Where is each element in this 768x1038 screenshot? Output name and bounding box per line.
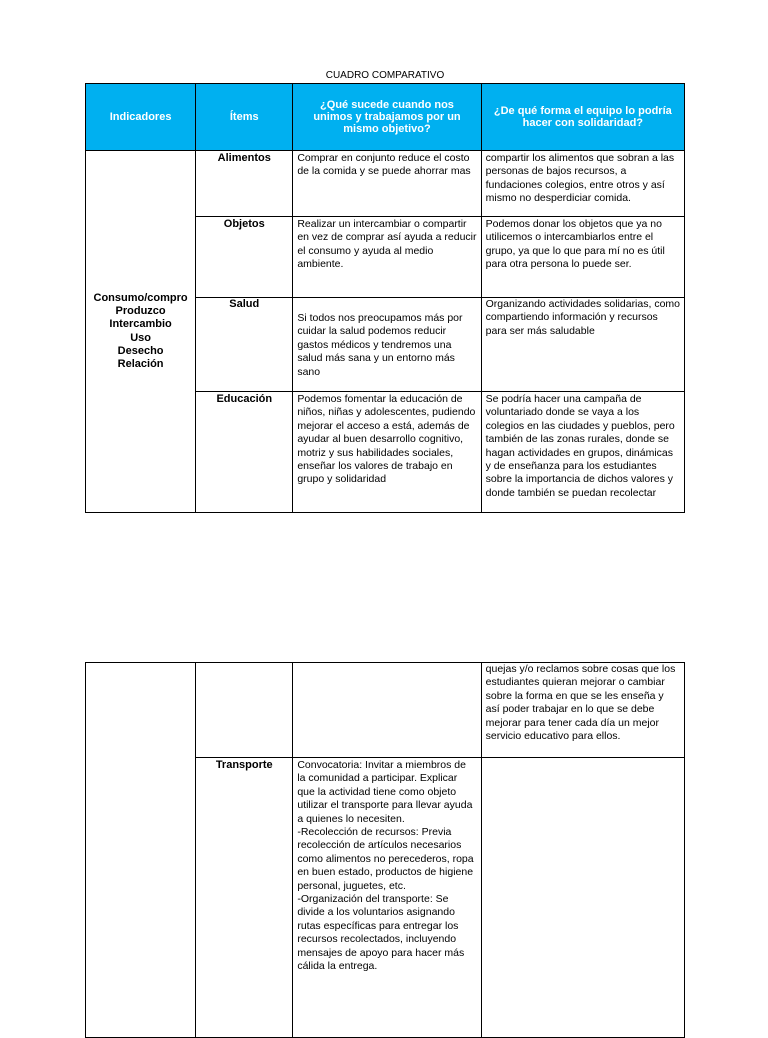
item-empty	[196, 663, 293, 758]
comparative-table	[85, 83, 685, 513]
cell-solidarity-text	[481, 758, 684, 1038]
document-title: CUADRO COMPARATIVO	[325, 70, 445, 81]
item-educacion: Educación	[196, 392, 293, 513]
indicator-text: Produzco	[115, 304, 166, 317]
cell-empty	[293, 663, 481, 758]
cell-union-text: Si todos nos preocupamos más por cuidar la salud podemos reducir gastos médicos y tendremos una salud más sana y un entorno más sano	[293, 298, 481, 392]
cell-solidarity-text: Organizando actividades solidarias, como compartiendo información y recursos para ser más saludable	[481, 298, 684, 392]
cell-solidarity-text: quejas y/o reclamos sobre cosas que los estudiantes quieran mejorar o cambiar sobre la forma en que se les enseña y así poder trabajar en lo que se debe mejorar para tener cada día un mejor servicio educativo para ellos.	[481, 663, 684, 758]
cell-union-text: Convocatoria: Invitar a miembros de la comunidad a participar. Explicar que la actividad tiene como objeto utilizar el transporte para llevar ayuda a quienes lo necesiten. -Recolección de recursos: Previa recolección de artículos necesarios como alimentos no perecederos, ropa en buen estado, productos de higiene personal, juguetes, etc. -Organización del transporte: Se divide a los voluntarios asignando rutas específicas para entregar los recursos recolectados, incluyendo mensajes de apoyo para hacer más cálida la entrega.	[293, 758, 481, 1038]
indicators-cell	[86, 151, 196, 513]
header-indicadores: Indicadores	[86, 84, 196, 151]
item-salud: Salud	[196, 298, 293, 392]
table-row	[86, 663, 685, 758]
indicator-text: Desecho	[117, 344, 164, 357]
indicators-cell-empty	[86, 663, 196, 1038]
cell-union-text: Podemos fomentar la educación de niños, niñas y adolescentes, pudiendo mejorar el acceso a está, además de ayudar al buen desarrollo cognitivo, motriz y sus habilidades sociales, enseñar los valores de trabajo en grupo y solidaridad	[293, 392, 481, 513]
table-row	[86, 151, 685, 217]
header-question-union: ¿Qué sucede cuando nos unimos y trabajamos por un mismo objetivo?	[293, 84, 481, 151]
cell-solidarity-text: compartir los alimentos que sobran a las personas de bajos recursos, a fundaciones colegios, entre otros y así mismo no desperdiciar comida.	[481, 151, 684, 217]
indicator-text: Relación	[117, 358, 164, 371]
cell-union-text: Comprar en conjunto reduce el costo de la comida y se puede ahorrar mas	[293, 151, 481, 217]
indicator-text: Consumo/compro	[93, 291, 188, 304]
header-question-solidarity: ¿De qué forma el equipo lo podría hacer con solidaridad?	[481, 84, 684, 151]
cell-solidarity-text: Se podría hacer una campaña de voluntariado donde se vaya a los colegios en las ciudades y pueblos, pero también de las zonas rurales, donde se hagan actividades en grupos, dinámicas y de enseñanza para los estudiantes sobre la importancia de dichos valores y donde también se puedan recolectar	[481, 392, 684, 513]
cell-solidarity-text: Podemos donar los objetos que ya no utilicemos o intercambiarlos entre el grupo, ya que lo que para mí no es útil para otra persona lo puede ser.	[481, 217, 684, 298]
item-alimentos: Alimentos	[196, 151, 293, 217]
table-header-row	[86, 84, 685, 151]
item-transporte: Transporte	[196, 758, 293, 1038]
item-objetos: Objetos	[196, 217, 293, 298]
header-items: Ítems	[196, 84, 293, 151]
comparative-table-continued	[85, 662, 685, 1038]
indicator-text: Intercambio	[109, 318, 172, 331]
indicator-text: Uso	[130, 331, 151, 344]
cell-union-text: Realizar un intercambiar o compartir en vez de comprar así ayuda a reducir el consumo y ayuda al medio ambiente.	[293, 217, 481, 298]
